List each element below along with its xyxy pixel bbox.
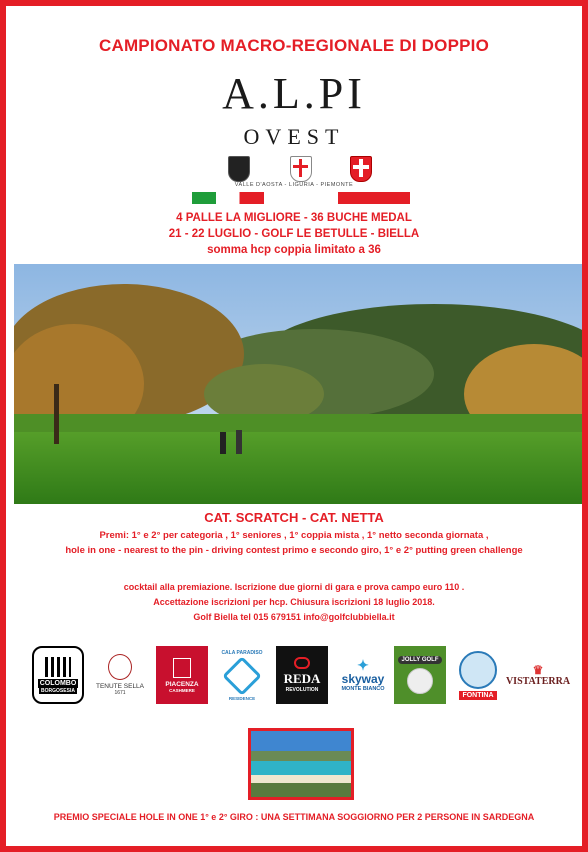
sponsor-reda [276,646,328,704]
sponsor-cala-paradiso-name: CALA PARADISO [221,649,263,656]
sponsor-fontina [452,646,504,704]
special-prize: PREMIO SPECIALE HOLE IN ONE 1° e 2° GIRO : UNA SETTIMANA SOGGIORNO PER 2 PERSONE IN SARDEGNA [53,812,535,822]
sponsor-vistaterra [505,646,571,704]
crown-icon: ♛ [532,662,544,677]
sponsor-cala-paradiso-sub: RESIDENCE [228,695,256,701]
skyway-star-icon: ✦ [357,657,369,673]
piacenza-emblem-icon [173,658,191,678]
sponsor-colombo-name: COLOMBO [39,679,77,687]
sardegna-beach-photo [248,728,354,800]
details-line-2: Accettazione iscrizioni per hcp. Chiusura iscrizioni 18 luglio 2018. [153,597,435,607]
zebra-icon [45,657,71,677]
aosta-crest-icon [228,156,250,182]
sponsor-jolly-golf-name: JOLLY GOLF [398,656,441,664]
event-handicap: somma hcp coppia limitato a 36 [207,244,381,256]
sponsor-skyway-name: skyway [341,672,385,686]
liguria-crest-icon [290,156,312,182]
sponsor-piacenza-sub: CASHMERE [169,687,195,693]
fontina-badge-icon [459,651,497,689]
sponsor-colombo [32,646,84,704]
regions-caption: VALLE D'AOSTA - LIGURIA - PIEMONTE [234,182,354,188]
sponsor-tenute-sella-sub: 1671 [114,690,126,696]
golf-ball-icon [407,668,433,694]
sponsor-piacenza [156,646,208,704]
sponsor-tenute-sella [92,646,148,704]
sponsor-piacenza-name: PIACENZA [165,680,199,688]
alpi-logo: A.L.PI [222,69,366,118]
sponsor-jolly-golf [394,646,446,704]
piemonte-crest-icon [350,156,372,182]
sponsor-reda-name: REDA [283,671,321,686]
sponsor-fontina-name: FONTINA [459,691,496,700]
prizes-line-2: hole in one - nearest to the pin - driving contest primo e secondo giro, 1° e 2° putting green challenge [65,545,523,556]
details-line-1: cocktail alla premiazione. Iscrizione due giorni di gara e prova campo euro 110 . [123,582,465,592]
sponsor-reda-sub: REVOLUTION [285,687,319,693]
alpi-logo-subtitle: OVEST [243,124,345,149]
sponsor-skyway-sub: MONTE BIANCO [341,686,385,692]
prizes-line-1: Premi: 1° e 2° per categoria , 1° seniores , 1° coppia mista , 1° netto seconda giornata , [99,530,489,541]
italy-flag-left [192,192,264,204]
regional-crests [226,156,376,182]
poster-title: CAMPIONATO MACRO-REGIONALE DI DOPPIO [98,36,490,55]
sella-crest-icon [108,654,132,680]
details-line-3: Golf Biella tel 015 679151 info@golfclubbiella.it [193,612,395,622]
sponsor-tenute-sella-name: TENUTE SELLA [95,683,145,690]
event-format: 4 PALLE LA MIGLIORE - 36 BUCHE MEDAL [176,212,412,224]
cala-paradiso-logo-icon [222,656,262,696]
sponsor-colombo-sub: BORGOSESIA [41,687,75,694]
italy-flag-right [338,192,410,204]
sponsor-cala-paradiso [216,646,268,704]
reda-logo-icon [294,657,310,669]
sponsor-vistaterra-name: VISTATERRA [505,675,571,687]
golf-course-photo [14,264,586,504]
sponsor-skyway [334,646,392,704]
event-dates-venue: 21 - 22 LUGLIO - GOLF LE BETULLE - BIELLA [168,228,420,240]
categories: CAT. SCRATCH - CAT. NETTA [204,510,384,525]
